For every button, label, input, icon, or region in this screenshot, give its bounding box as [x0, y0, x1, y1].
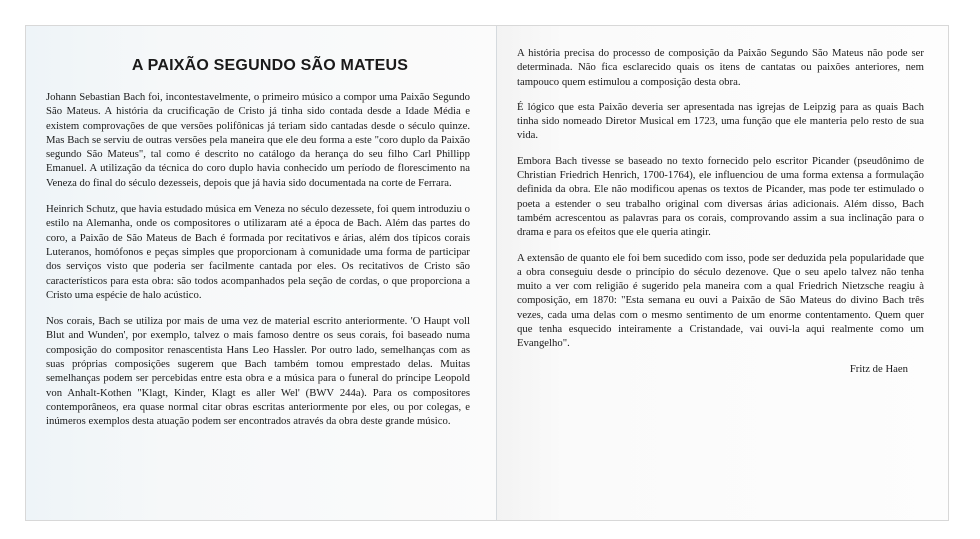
paragraph: É lógico que esta Paixão deveria ser apresentada nas igrejas de Leipzig para as quais Bach tinha sido nomeado Diretor Musical em 1723, uma função que ele manteria pelo resto de sua vida.	[517, 100, 924, 142]
paragraph: Heinrich Schutz, que havia estudado música em Veneza no século dezessete, foi quem introduziu o estilo na Alemanha, onde os compositores o utilizaram até a época de Bach. Além das partes do coro, a Paixão de São Mateus de Bach é formada por recitativos e árias, além dos típicos corais Luteranos, homófonos e peças simples que proporcionam à comunidade uma forma de participar dos serviços visto que poderia ser facilmente cantada por eles. Os recitativos de Cristo são característicos para esta obra: são todos acompanhados pela seção de cordas, o que proporciona a Cristo uma espécie de halo acústico.	[46, 203, 470, 301]
left-page	[26, 26, 497, 520]
right-page	[497, 26, 948, 520]
paragraph: Embora Bach tivesse se baseado no texto fornecido pelo escritor Picander (pseudônimo de Christian Friedrich Henrich, 1700-1764), ele influenciou de uma forma extensa a formulação definida da obra. Ele não modificou apenas os textos de Picander, mas pode ter estimulado o poeta a estender o seu trabalho original com diversas árias adicionais. Além disso, Bach também acrescentou as palavras para os corais, comprovando assim a sua inclinação para o drama e para os efeitos que ele queria atingir.	[517, 154, 924, 239]
page-title: A PAIXÃO SEGUNDO SÃO MATEUS	[131, 57, 409, 74]
cd-booklet	[26, 26, 948, 520]
paragraph: Nos corais, Bach se utiliza por mais de uma vez de material escrito anteriormente. 'O Haupt voll Blut and Wunden', por exemplo, talvez o mais famoso dentre os seus corais, foi baseado numa composição do compositor renascentista Hans Leo Hassler. Por outro lado, semelhanças com as suas próprias composições sugerem que Bach também tomou emprestado delas. Muitas semelhanças podem ser percebidas entre esta obra e a música para o funeral do príncipe Leopold von Anhalt-Kothen "Klagt, Kinder, Klagt es aller Wel' (BWV 244a). Para os compositores contemporâneos, era quase normal citar obras escritas anteriormente por eles, ou por colegas, e inúmeros exemplos desta atuação podem ser encontrados através da obra deste grande músico.	[46, 315, 470, 428]
paragraph: A extensão de quanto ele foi bem sucedido com isso, pode ser deduzida pela popularidade que a obra conseguiu desde o princípio do século dezenove. Que o seu apelo talvez não tenha muito a ver com religião é sugerido pela maneira com a qual Friedrich Nietzsche reagiu à composição, em 1870: "Esta semana eu ouvi a Paixão de São Mateus do divino Bach três vezes, cada uma delas com o mesmo sentimento de um enorme contentamento. Quem quer que tenha esquecido inteiramente a Cristandade, vai ouvi-la aqui realmente como um Evangelho".	[517, 251, 924, 350]
author-signature: Fritz de Haen	[849, 362, 908, 375]
paragraph: Johann Sebastian Bach foi, incontestavelmente, o primeiro músico a compor uma Paixão Segundo São Mateus. A história da crucificação de Cristo já tinha sido contada desde a Idade Média e existem comprovações de que versões polifônicas já teriam sido cantadas desde o século quinze. Mas Bach se serviu de outras versões pela maneira que ele deu forma a este "coro duplo da Paixão segundo São Mateus", tal como é descrito no catálogo da herança do seu filho Carl Phillipp Emanuel. A utilização da técnica do coro duplo havia conhecido um período de florescimento na Veneza do final do século dezesseis, depois que já havia sido documentada na corte de Ferrara.	[46, 91, 470, 189]
paragraph: A história precisa do processo de composição da Paixão Segundo São Mateus não pode ser determinada. Não fica esclarecido quais os itens de cantatas ou paixões anteriores, nem tampouco quem estimulou a composição desta obra.	[517, 47, 924, 88]
